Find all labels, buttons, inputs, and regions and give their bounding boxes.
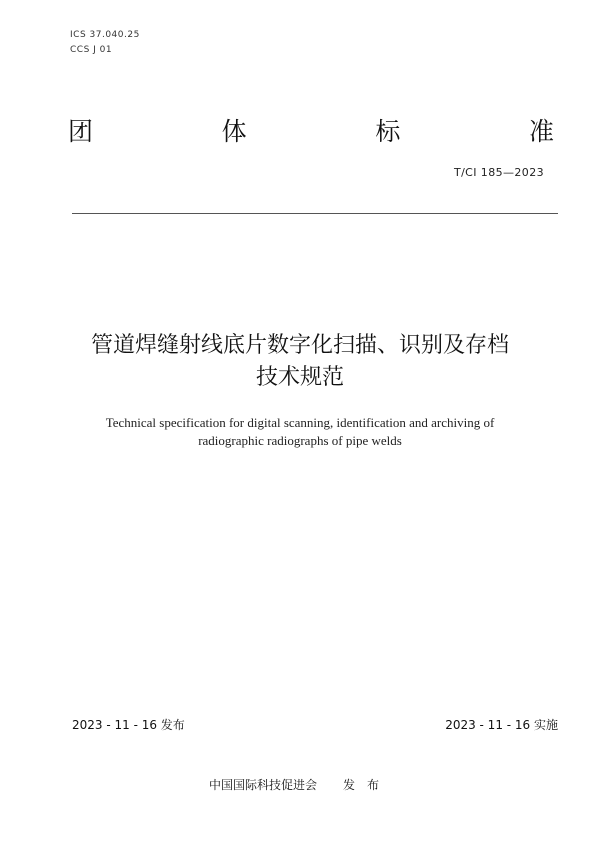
ccs-code: CCS J 01 [70,45,113,55]
issue-date: 2023 - 11 - 16 发布 [72,718,185,732]
english-title-line-1: Technical specification for digital scanning, identification and archiving of [105,415,495,430]
standard-type-char: 准 [528,117,554,146]
chinese-title-line-1: 管道焊缝射线底片数字化扫描、识别及存档 [90,333,509,358]
standard-type-heading [68,114,554,150]
chinese-title-line-2: 技术规范 [255,365,344,390]
standard-type-char: 体 [221,117,247,146]
publisher-line [0,776,600,793]
publish-label: 发布 [343,778,392,792]
standard-type-char: 标 [375,117,401,146]
implementation-date: 2023 - 11 - 16 实施 [445,718,558,732]
publisher-name: 中国国际科技促进会 [208,778,317,792]
ics-code: ICS 37.040.25 [70,30,140,40]
header-divider [72,213,558,214]
english-title-line-2: radiographic radiographs of pipe welds [198,433,402,448]
standard-type-char: 团 [68,117,94,146]
standard-number: T/CI 185—2023 [453,166,544,179]
